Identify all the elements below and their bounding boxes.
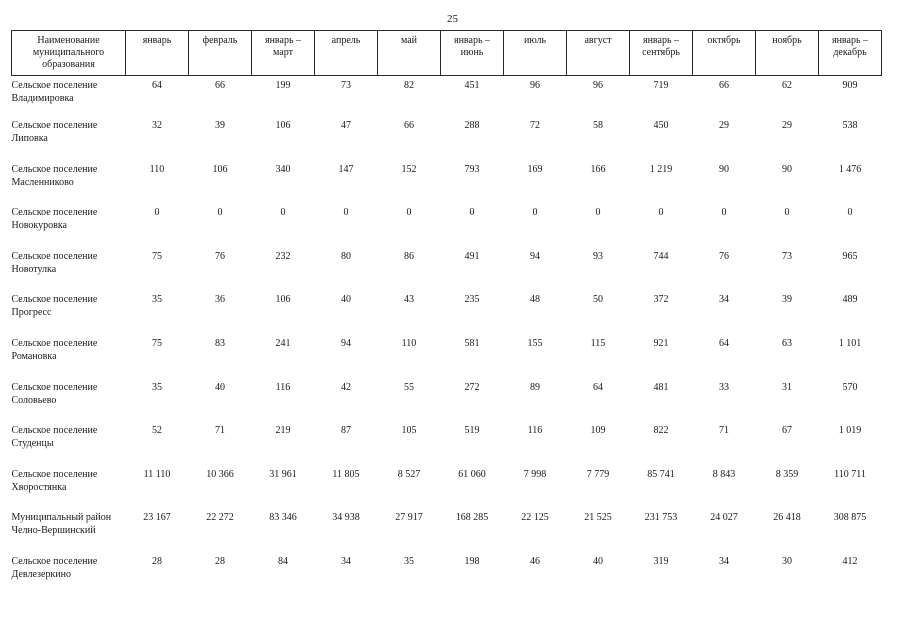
table-cell: 198 xyxy=(464,556,480,568)
table-cell: 0 xyxy=(532,207,538,219)
column-header: январь – сентябрь xyxy=(630,31,693,76)
table-body xyxy=(12,76,882,599)
row-name: Сельское поселение Новотулка xyxy=(11,250,98,275)
table-cell: 152 xyxy=(401,163,417,175)
table-cell: 39 xyxy=(215,120,225,132)
table-row xyxy=(12,206,882,250)
table-row xyxy=(12,163,882,207)
table-cell: 55 xyxy=(404,381,414,393)
table-cell: 29 xyxy=(719,120,729,132)
table-cell: 33 xyxy=(719,381,729,393)
column-header-name: Наименование муниципального образования xyxy=(12,31,126,76)
row-name: Муниципальный район Челно-Вершинский xyxy=(11,512,112,537)
table-cell: 0 xyxy=(280,207,286,219)
table-cell: 61 060 xyxy=(458,468,486,480)
table-cell: 308 875 xyxy=(833,512,867,524)
table-cell: 28 xyxy=(152,556,162,568)
table-cell: 1 019 xyxy=(838,425,862,437)
table-cell: 75 xyxy=(152,250,162,262)
table-cell: 23 167 xyxy=(143,512,171,524)
table-cell: 21 525 xyxy=(584,512,612,524)
table-cell: 581 xyxy=(464,338,480,350)
table-row xyxy=(12,381,882,425)
table-cell: 116 xyxy=(527,425,543,437)
table-cell: 36 xyxy=(215,294,225,306)
table-cell: 34 938 xyxy=(332,512,360,524)
table-cell: 0 xyxy=(721,207,727,219)
table-cell: 744 xyxy=(653,250,669,262)
table-cell: 719 xyxy=(653,80,669,91)
table-cell: 90 xyxy=(782,163,792,175)
table-cell: 86 xyxy=(404,250,414,262)
table-cell: 40 xyxy=(215,381,225,393)
table-cell: 83 346 xyxy=(269,512,297,524)
column-header: май xyxy=(378,31,441,76)
table-cell: 0 xyxy=(847,207,853,219)
table-cell: 0 xyxy=(595,207,601,219)
table-cell: 0 xyxy=(658,207,664,219)
table-cell: 519 xyxy=(464,425,480,437)
table-cell: 73 xyxy=(341,80,351,91)
table-cell: 11 110 xyxy=(143,468,171,480)
table-cell: 22 272 xyxy=(206,512,234,524)
table-cell: 340 xyxy=(275,163,291,175)
table-cell: 73 xyxy=(782,250,792,262)
table-cell: 106 xyxy=(212,163,228,175)
table-cell: 110 xyxy=(149,163,165,175)
table-cell: 909 xyxy=(842,80,858,91)
table-cell: 58 xyxy=(593,120,603,132)
table-row xyxy=(12,293,882,337)
row-name: Сельское поселение Липовка xyxy=(11,120,98,145)
table-cell: 288 xyxy=(464,120,480,132)
table-cell: 66 xyxy=(719,80,729,91)
column-header: январь – декабрь xyxy=(819,31,882,76)
table-cell: 0 xyxy=(469,207,475,219)
table-cell: 34 xyxy=(341,556,351,568)
table-cell: 80 xyxy=(341,250,351,262)
column-header: январь – июнь xyxy=(441,31,504,76)
column-header: июль xyxy=(504,31,567,76)
table-cell: 31 xyxy=(782,381,792,393)
table-cell: 232 xyxy=(275,250,291,262)
table-cell: 83 xyxy=(215,338,225,350)
column-header: ноябрь xyxy=(756,31,819,76)
table-cell: 106 xyxy=(275,120,291,132)
table-cell: 168 285 xyxy=(455,512,489,524)
table-cell: 82 xyxy=(404,80,414,91)
table-cell: 66 xyxy=(404,120,414,132)
row-name: Сельское поселение Прогресс xyxy=(11,294,98,319)
table-row xyxy=(12,76,882,120)
table-cell: 822 xyxy=(653,425,669,437)
table-cell: 35 xyxy=(404,556,414,568)
table-cell: 1 219 xyxy=(649,163,673,175)
table-cell: 64 xyxy=(152,80,162,91)
table-cell: 87 xyxy=(341,425,351,437)
table-cell: 965 xyxy=(842,250,858,262)
table-cell: 319 xyxy=(653,556,669,568)
table-cell: 8 527 xyxy=(397,468,421,480)
table-cell: 50 xyxy=(593,294,603,306)
table-cell: 27 917 xyxy=(395,512,423,524)
table-cell: 451 xyxy=(464,80,480,91)
table-row xyxy=(12,555,882,599)
table-cell: 35 xyxy=(152,381,162,393)
table-cell: 29 xyxy=(782,120,792,132)
table-cell: 71 xyxy=(215,425,225,437)
table-cell: 0 xyxy=(784,207,790,219)
table-cell: 116 xyxy=(275,381,291,393)
table-cell: 106 xyxy=(275,294,291,306)
table-cell: 89 xyxy=(530,381,540,393)
row-name: Сельское поселение Новокуровка xyxy=(11,207,98,232)
data-table xyxy=(11,30,882,599)
table-cell: 481 xyxy=(653,381,669,393)
table-row xyxy=(12,468,882,512)
table-cell: 155 xyxy=(527,338,543,350)
table-cell: 28 xyxy=(215,556,225,568)
table-cell: 491 xyxy=(464,250,480,262)
table-cell: 62 xyxy=(782,80,792,91)
table-cell: 169 xyxy=(527,163,543,175)
table-cell: 94 xyxy=(341,338,351,350)
table-cell: 76 xyxy=(215,250,225,262)
table-cell: 241 xyxy=(275,338,291,350)
table-cell: 93 xyxy=(593,250,603,262)
table-cell: 219 xyxy=(275,425,291,437)
table-cell: 235 xyxy=(464,294,480,306)
table-cell: 1 101 xyxy=(838,338,862,350)
table-cell: 32 xyxy=(152,120,162,132)
table-cell: 76 xyxy=(719,250,729,262)
row-name: Сельское поселение Романовка xyxy=(11,338,98,363)
table-cell: 0 xyxy=(217,207,223,219)
table-cell: 11 805 xyxy=(332,468,360,480)
table-cell: 8 843 xyxy=(712,468,736,480)
table-cell: 412 xyxy=(842,556,858,568)
table-cell: 48 xyxy=(530,294,540,306)
table-cell: 0 xyxy=(154,207,160,219)
table-cell: 66 xyxy=(215,80,225,91)
table-cell: 96 xyxy=(530,80,540,91)
table-cell: 40 xyxy=(341,294,351,306)
row-name: Сельское поселение Девлезеркино xyxy=(11,556,98,581)
table-cell: 75 xyxy=(152,338,162,350)
table-cell: 199 xyxy=(275,80,291,91)
table-cell: 489 xyxy=(842,294,858,306)
table-header-row xyxy=(12,31,882,76)
table-cell: 10 366 xyxy=(206,468,234,480)
table-row xyxy=(12,250,882,294)
row-name: Сельское поселение Масленниково xyxy=(11,163,98,188)
column-header: октябрь xyxy=(693,31,756,76)
table-cell: 231 753 xyxy=(644,512,678,524)
table-cell: 272 xyxy=(464,381,480,393)
row-name: Сельское поселение Соловьево xyxy=(11,381,98,406)
table-cell: 71 xyxy=(719,425,729,437)
table-row xyxy=(12,337,882,381)
table-cell: 40 xyxy=(593,556,603,568)
table-row xyxy=(12,119,882,163)
table-cell: 31 961 xyxy=(269,468,297,480)
table-cell: 109 xyxy=(590,425,606,437)
row-name: Сельское поселение Владимировка xyxy=(11,80,98,104)
table-cell: 64 xyxy=(593,381,603,393)
table-cell: 110 xyxy=(401,338,417,350)
table-cell: 110 711 xyxy=(834,468,866,480)
table-cell: 921 xyxy=(653,338,669,350)
table-cell: 0 xyxy=(343,207,349,219)
row-name: Сельское поселение Студенцы xyxy=(11,425,98,450)
table-cell: 115 xyxy=(590,338,606,350)
table-cell: 538 xyxy=(842,120,858,132)
row-name: Сельское поселение Хворостянка xyxy=(11,468,98,493)
table-cell: 64 xyxy=(719,338,729,350)
table-cell: 7 998 xyxy=(523,468,547,480)
table-cell: 84 xyxy=(278,556,288,568)
table-cell: 0 xyxy=(406,207,412,219)
table-cell: 43 xyxy=(404,294,414,306)
table-cell: 52 xyxy=(152,425,162,437)
table-row xyxy=(12,424,882,468)
table-cell: 1 476 xyxy=(838,163,862,175)
table-cell: 34 xyxy=(719,556,729,568)
table-cell: 34 xyxy=(719,294,729,306)
table-cell: 147 xyxy=(338,163,354,175)
column-header: август xyxy=(567,31,630,76)
column-header: февраль xyxy=(189,31,252,76)
table-cell: 793 xyxy=(464,163,480,175)
table-cell: 42 xyxy=(341,381,351,393)
table-cell: 94 xyxy=(530,250,540,262)
table-cell: 67 xyxy=(782,425,792,437)
table-cell: 30 xyxy=(782,556,792,568)
table-cell: 7 779 xyxy=(586,468,610,480)
table-cell: 72 xyxy=(530,120,540,132)
table-cell: 90 xyxy=(719,163,729,175)
table-cell: 35 xyxy=(152,294,162,306)
table-cell: 63 xyxy=(782,338,792,350)
table-cell: 372 xyxy=(653,294,669,306)
table-cell: 39 xyxy=(782,294,792,306)
table-cell: 570 xyxy=(842,381,858,393)
table-cell: 46 xyxy=(530,556,540,568)
column-header: январь – март xyxy=(252,31,315,76)
table-cell: 450 xyxy=(653,120,669,132)
page-number: 25 xyxy=(447,13,458,25)
table-cell: 96 xyxy=(593,80,603,91)
table-cell: 166 xyxy=(590,163,606,175)
table-cell: 85 741 xyxy=(647,468,675,480)
table-cell: 26 418 xyxy=(773,512,801,524)
column-header: январь xyxy=(126,31,189,76)
table-cell: 24 027 xyxy=(710,512,738,524)
table-cell: 105 xyxy=(401,425,417,437)
table-cell: 8 359 xyxy=(775,468,799,480)
table-cell: 22 125 xyxy=(521,512,549,524)
column-header: апрель xyxy=(315,31,378,76)
table-cell: 47 xyxy=(341,120,351,132)
table-row xyxy=(12,511,882,555)
